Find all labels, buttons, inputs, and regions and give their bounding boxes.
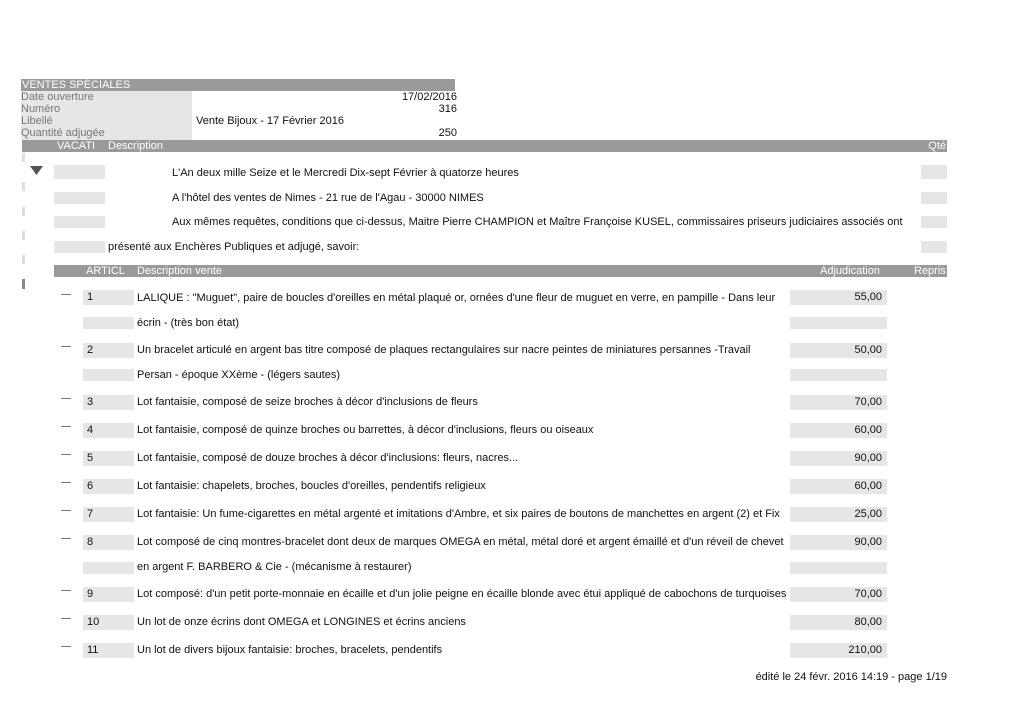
lot-description: Un lot de divers bijoux fantaisie: broches, bracelets, pendentifs [137, 644, 443, 656]
row-collapse-dash[interactable] [61, 398, 71, 399]
intro-qty-box [921, 165, 947, 179]
label-numero: Numéro [21, 103, 61, 115]
lot-number: 2 [83, 343, 134, 358]
gutter-mark [22, 207, 25, 216]
row-collapse-dash[interactable] [61, 618, 71, 619]
lots-col-adjudication: Adjudication [820, 265, 880, 277]
lot-continuation-box [83, 317, 134, 329]
row-collapse-dash[interactable] [61, 454, 71, 455]
page-footer: édité le 24 févr. 2016 14:19 - page 1/19 [755, 671, 947, 683]
row-collapse-dash[interactable] [61, 426, 71, 427]
row-collapse-dash[interactable] [61, 590, 71, 591]
intro-line: A l'hôtel des ventes de Nimes - 21 rue de l'Agau - 30000 NIMES [172, 192, 484, 204]
gutter-mark [22, 182, 25, 191]
row-collapse-dash[interactable] [61, 346, 71, 347]
lot-description-continued: en argent F. BARBERO & Cie - (mécanisme à restaurer) [137, 561, 412, 573]
lot-description: Lot fantaisie: chapelets, broches, boucles d'oreilles, pendentifs religieux [137, 480, 486, 492]
gutter-mark [22, 255, 25, 264]
intro-number-box [54, 216, 105, 228]
intro-qty-box [921, 241, 947, 253]
lot-description: LALIQUE : "Muguet", paire de boucles d'oreilles en métal plaqué or, ornées d'une fleur de muguet en verre, en pampille - Dans leur [137, 292, 776, 304]
gutter-mark [22, 231, 25, 240]
lot-description: Lot fantaisie, composé de seize broches à décor d'inclusions de fleurs [137, 396, 478, 408]
lot-adjudication: 80,00 [790, 615, 887, 630]
section-title: VENTES SPÉCIALES [22, 79, 131, 91]
lot-number: 7 [83, 507, 134, 522]
value-numero: 316 [438, 103, 457, 115]
lot-adjudication: 210,00 [790, 643, 887, 658]
lot-adjudication: 55,00 [790, 290, 887, 305]
intro-line: Aux mêmes requêtes, conditions que ci-dessus, Maitre Pierre CHAMPION et Maître Françoise KUSEL, commissaires priseurs judiciaires associés ont [172, 216, 903, 228]
vacation-header-bar [22, 140, 947, 152]
lot-description: Un lot de onze écrins dont OMEGA et LONGINES et écrins anciens [137, 616, 466, 628]
lot-number: 1 [83, 290, 134, 305]
lot-description: Lot fantaisie: Un fume-cigarettes en métal argenté et imitations d'Ambre, et six paires de boutons de manchettes en argent (2) et Fix [137, 508, 780, 520]
lot-number: 11 [83, 643, 134, 658]
intro-number-box [54, 192, 105, 204]
lot-number: 8 [83, 535, 134, 550]
lot-adjudication: 90,00 [790, 535, 887, 550]
lot-continuation-box [83, 562, 134, 574]
lot-adjudication: 90,00 [790, 451, 887, 466]
intro-line: présenté aux Enchères Publiques et adjugé, savoir: [108, 241, 360, 253]
lot-adjudication: 70,00 [790, 395, 887, 410]
lot-number: 10 [83, 615, 134, 630]
section-title-bar [21, 79, 455, 91]
lots-col-repris: Repris [914, 265, 946, 277]
row-collapse-dash[interactable] [61, 510, 71, 511]
lot-description: Lot fantaisie, composé de douze broches à décor d'inclusions: fleurs, nacres... [137, 452, 519, 464]
row-collapse-dash[interactable] [61, 646, 71, 647]
vacation-col-vacati: VACATI [57, 140, 96, 152]
lot-number: 9 [83, 587, 134, 602]
lot-adjudication-continuation-box [790, 317, 887, 329]
lot-description-continued: Persan - époque XXème - (légers sautes) [137, 369, 340, 381]
gutter-mark [22, 279, 25, 289]
row-collapse-dash[interactable] [61, 482, 71, 483]
lots-header-bar [54, 265, 947, 277]
lot-number: 4 [83, 423, 134, 438]
intro-number-box [54, 165, 105, 179]
row-collapse-dash[interactable] [61, 294, 71, 295]
lots-col-article: ARTICL [86, 265, 125, 277]
intro-number-box [54, 241, 105, 253]
lot-adjudication: 60,00 [790, 423, 887, 438]
intro-line: L'An deux mille Seize et le Mercredi Dix-sept Février à quatorze heures [172, 167, 519, 179]
lot-adjudication: 50,00 [790, 343, 887, 358]
value-date-ouverture: 17/02/2016 [401, 91, 457, 103]
label-date-ouverture: Date ouverture [21, 91, 94, 103]
lot-adjudication: 25,00 [790, 507, 887, 522]
lot-adjudication: 60,00 [790, 479, 887, 494]
lot-number: 3 [83, 395, 134, 410]
lots-col-description: Description vente [137, 265, 222, 277]
lot-number: 5 [83, 451, 134, 466]
lot-adjudication-continuation-box [790, 562, 887, 574]
label-libelle: Libellé [21, 115, 53, 127]
lot-adjudication: 70,00 [790, 587, 887, 602]
lot-description-continued: écrin - (très bon état) [137, 317, 240, 329]
vacation-col-qte: Qté [928, 140, 946, 152]
row-collapse-dash[interactable] [61, 538, 71, 539]
intro-qty-box [921, 192, 947, 204]
collapse-triangle-icon[interactable] [30, 166, 43, 176]
vacation-col-description: Description [108, 140, 164, 152]
label-quantite-adjugee: Quantité adjugée [21, 127, 105, 139]
intro-qty-box [921, 216, 947, 228]
value-quantite-adjugee: 250 [438, 127, 457, 139]
lot-description: Lot composé de cinq montres-bracelet dont deux de marques OMEGA en métal, métal doré et argent émaillé et d'un réveil de chevet [137, 536, 784, 548]
lot-number: 6 [83, 479, 134, 494]
value-libelle: Vente Bijoux - 17 Février 2016 [196, 115, 344, 127]
lot-continuation-box [83, 369, 134, 381]
lot-description: Un bracelet articulé en argent bas titre composé de plaques rectangulaires sur nacre peintes de miniatures persannes -Travail [137, 344, 751, 356]
lot-description: Lot composé: d'un petit porte-monnaie en écaille et d'un jolie peigne en écaille blonde avec étui appliqué de cabochons de turquoises [137, 588, 787, 600]
lot-description: Lot fantaisie, composé de quinze broches ou barrettes, à décor d'inclusions, fleurs ou oiseaux [137, 424, 594, 436]
lot-adjudication-continuation-box [790, 369, 887, 381]
gutter-mark [22, 153, 25, 162]
